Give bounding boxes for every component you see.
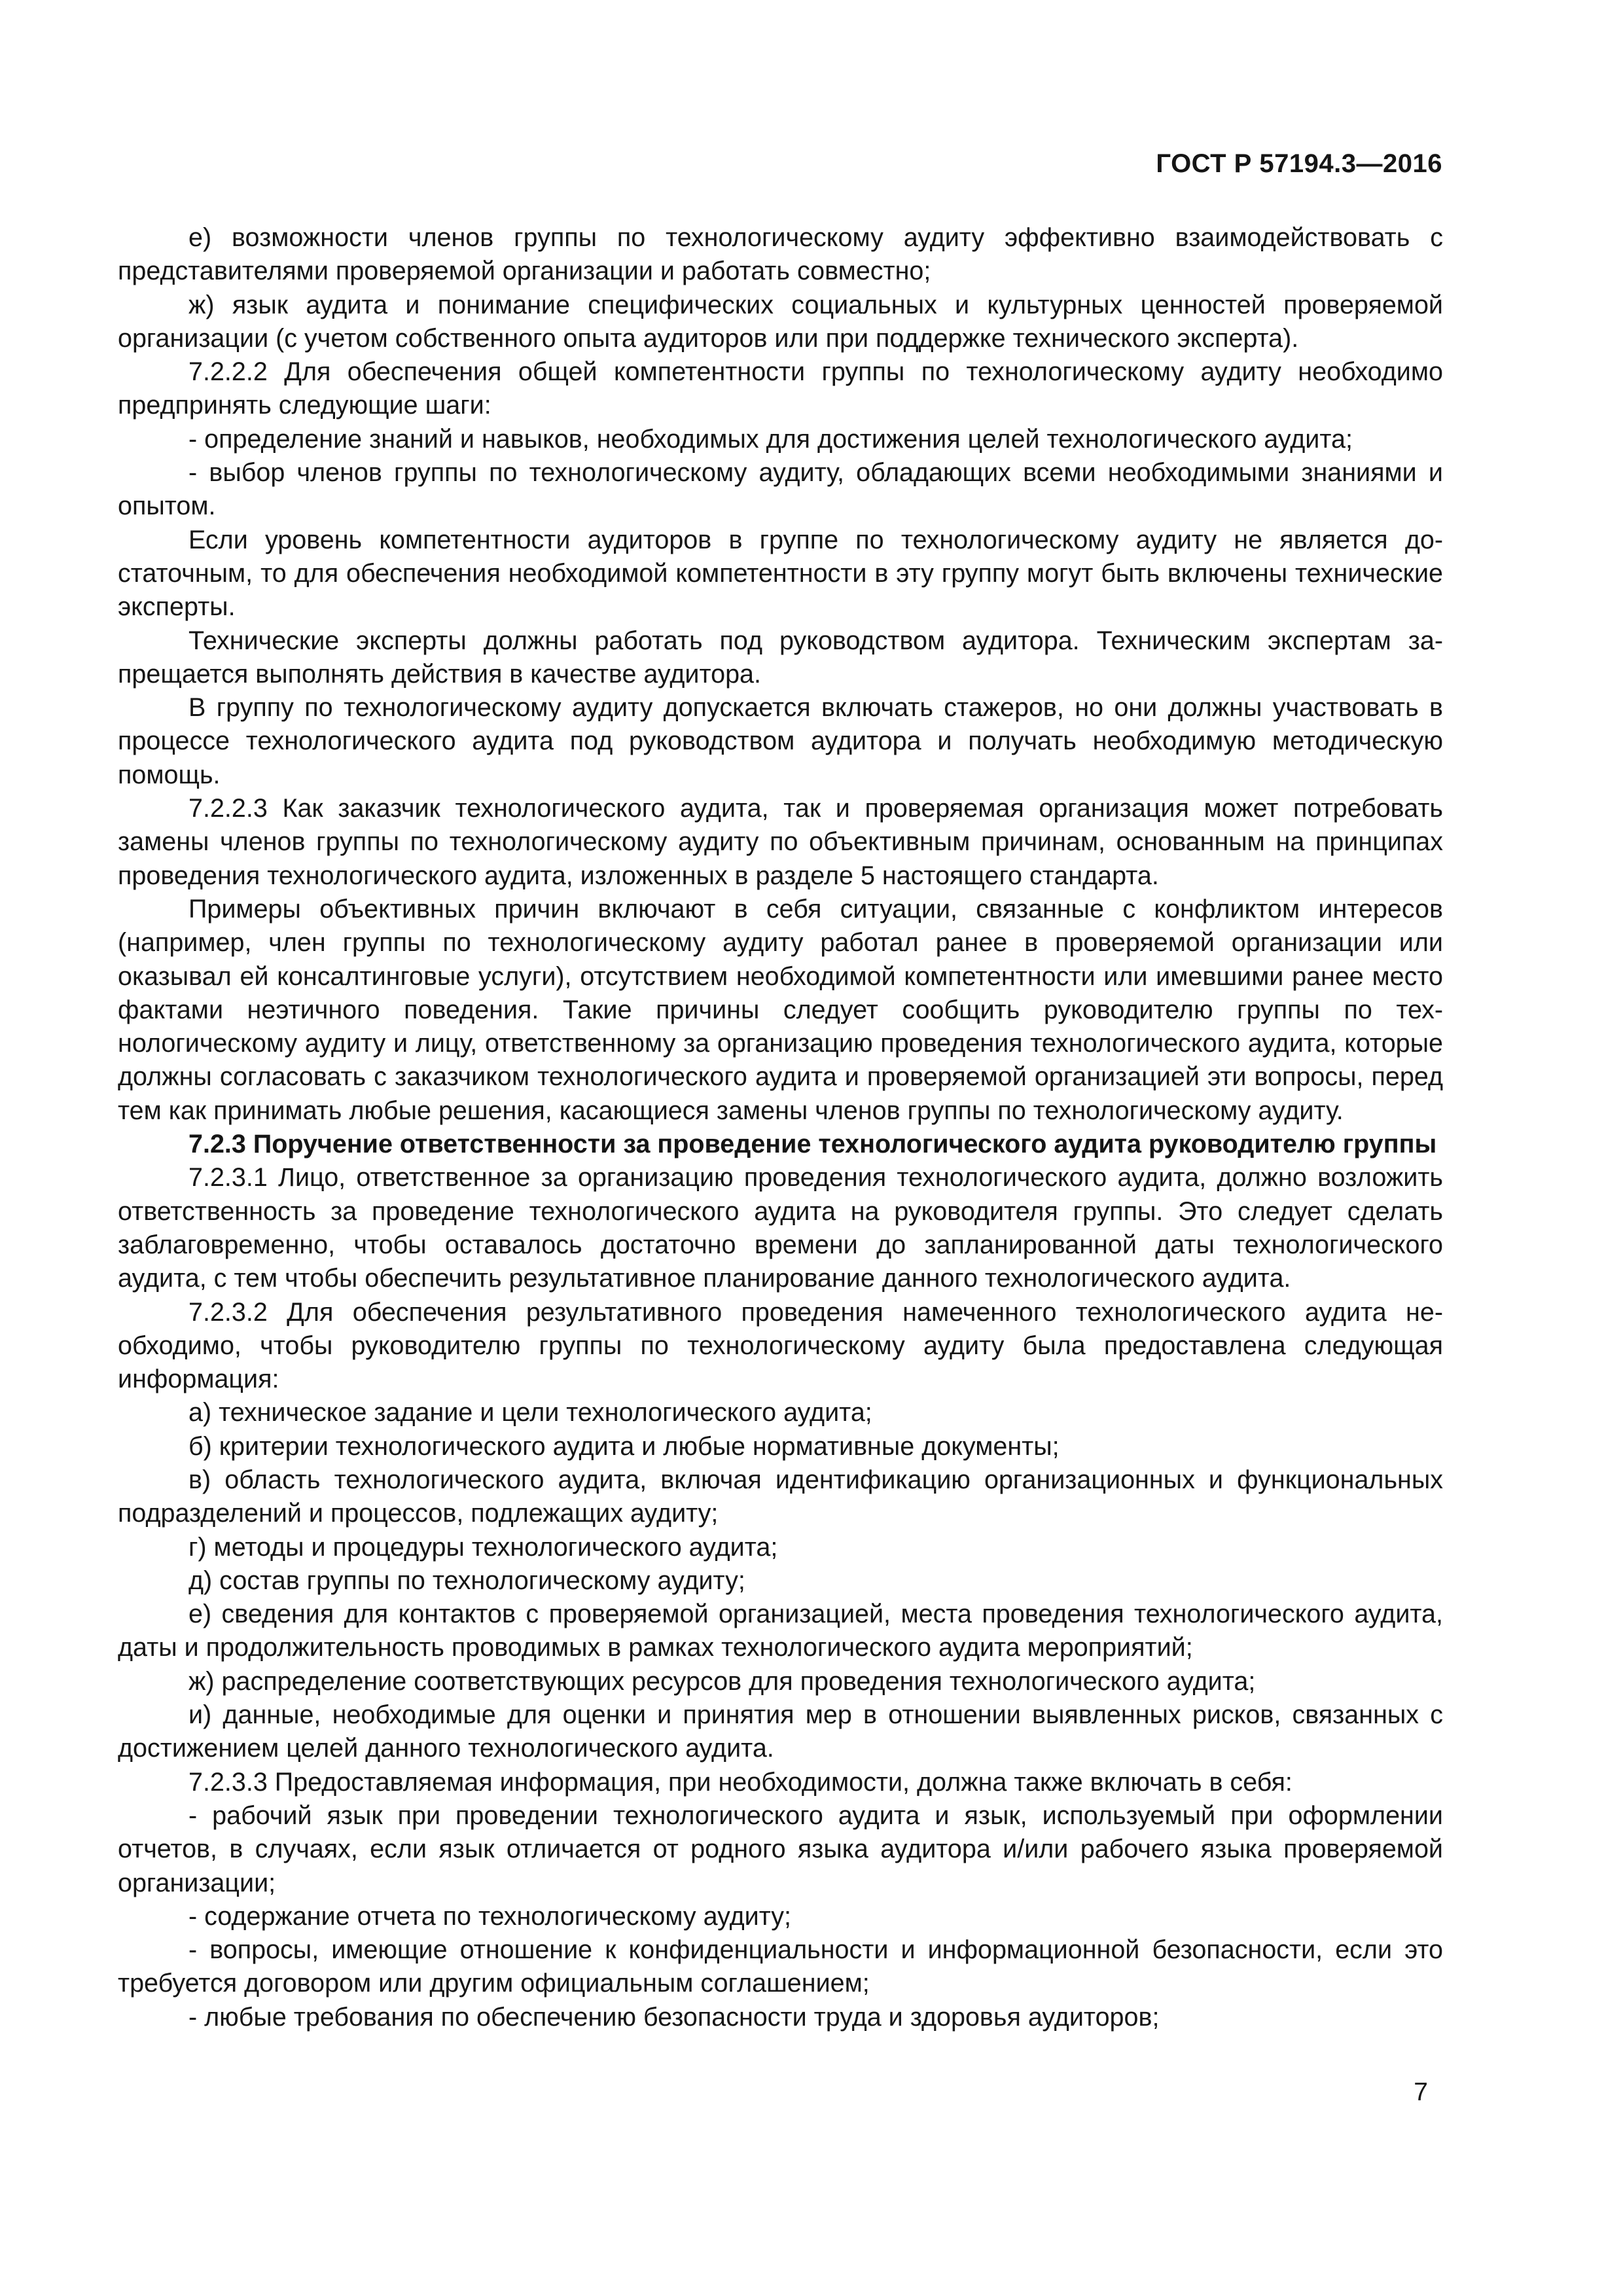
- clause-7-2-3-3: 7.2.3.3 Предоставляемая информация, при необходимости, должна также включать в себя:: [188, 1767, 1293, 1797]
- clause-7-2-2-3: 7.2.2.3 Как заказчик технологического аудита, так и проверяемая организация может потребовать замены членов группы по технологическому аудиту по объективным причинам, основанным на принципах проведения технологического аудита, изложенных в разделе 5 настоящего стандарта.: [118, 794, 1443, 890]
- page-header-standard-code: ГОСТ Р 57194.3—2016: [1156, 149, 1442, 178]
- list-item-zh-language: ж) язык аудита и понимание специфических социальных и культурных ценностей проверяемой организации (с учетом собственного опыта аудиторов или при поддержке технического эксперта).: [118, 290, 1443, 353]
- list-item-v: в) область технологического аудита, включая идентификацию организационных и функциональных подразделений и процессов, подлежащих аудиту;: [118, 1465, 1443, 1528]
- list-item-e-communication: е) возможности членов группы по технологическому аудиту эффективно взаимодействовать с представителями проверяемой организации и работать совместно;: [118, 223, 1443, 286]
- list-item-e-contacts: е) сведения для контактов с проверяемой организацией, места проведения технологического аудита, даты и продолжительность проводимых в рамках технологического аудита мероприятий;: [118, 1600, 1443, 1662]
- bullet-knowledge-definition: - определение знаний и навыков, необходимых для достижения целей технологического аудита;: [188, 424, 1353, 454]
- list-item-d: д) состав группы по технологическому аудиту;: [188, 1566, 745, 1595]
- list-item-zh-resources: ж) распределение соответствующих ресурсов для проведения технологического аудита;: [188, 1666, 1256, 1696]
- bullet-report-content: - содержание отчета по технологическому аудиту;: [188, 1901, 791, 1931]
- bullet-safety: - любые требования по обеспечению безопасности труда и здоровья аудиторов;: [188, 2002, 1160, 2032]
- list-item-a: а) техническое задание и цели технологического аудита;: [188, 1398, 872, 1427]
- paragraph-technical-experts-inclusion: Если уровень компетентности аудиторов в группе по технологическому аудиту не является достаточным, то для обеспечения необходимой компетентности в эту группу могут быть включены технические эксперты.: [118, 525, 1443, 622]
- section-heading-7-2-3: 7.2.3 Поручение ответственности за проведение технологического аудита руководителю группы: [188, 1130, 1437, 1159]
- paragraph-technical-experts-guidance: Технические эксперты должны работать под руководством аудитора. Техническим экспертам запрещается выполнять действия в качестве аудитора.: [118, 626, 1443, 689]
- body-text: [118, 221, 1443, 2034]
- list-item-i: и) данные, необходимые для оценки и принятия мер в отношении выявленных рисков, связанных с достижением целей данного технологического аудита.: [118, 1700, 1443, 1763]
- list-item-g: г) методы и процедуры технологического аудита;: [188, 1532, 778, 1562]
- bullet-confidentiality: - вопросы, имеющие отношение к конфиденциальности и информационной безопасности, если это требуется договором или другим официальным соглашением;: [118, 1935, 1443, 1998]
- clause-7-2-3-2: 7.2.3.2 Для обеспечения результативного проведения намеченного технологического аудита необходимо, чтобы руководителю группы по технологическому аудиту была предоставлена следующая информация:: [118, 1297, 1443, 1394]
- paragraph-objective-reasons: Примеры объективных причин включают в себя ситуации, связанные с конфликтом интересов (например, член группы по технологическому аудиту работал ранее в проверяемой организации или оказывал ей консалтинговые услуги), отсутствием необходимой компетентности или имевшими ранее место фактами неэтичного поведения. Такие причины следует сообщить руководителю группы по технологическому аудиту и лицу, ответственному за организацию проведения технологического аудита, которые должны согласовать с заказчиком технологического аудита и проверяемой организацией эти вопросы, перед тем как принимать любые решения, касающиеся замены членов группы по технологическому аудиту.: [118, 894, 1443, 1125]
- list-item-b: б) критерии технологического аудита и любые нормативные документы;: [188, 1431, 1060, 1461]
- bullet-working-language: - рабочий язык при проведении технологического аудита и язык, используемый при оформлении отчетов, в случаях, если язык отличается от родного языка аудитора и/или рабочего языка проверяемой организации;: [118, 1801, 1443, 1897]
- clause-7-2-3-1: 7.2.3.1 Лицо, ответственное за организацию проведения технологического аудита, должно возложить ответственность за проведение технологического аудита на руководителя группы. Это следует сделать заблаговременно, чтобы оставалось достаточно времени до запланированной даты технологического аудита, с тем чтобы обеспечить результативное планирование данного технологического аудита.: [118, 1163, 1443, 1293]
- paragraph-trainees: В группу по технологическому аудиту допускается включать стажеров, но они должны участвовать в процессе технологического аудита под руководством аудитора и получать необходимую методическую помощь.: [118, 693, 1443, 789]
- bullet-member-selection: - выбор членов группы по технологическому аудиту, обладающих всеми необходимыми знаниями и опытом.: [118, 458, 1443, 521]
- page-number: 7: [1414, 2078, 1428, 2106]
- clause-7-2-2-2: 7.2.2.2 Для обеспечения общей компетентности группы по технологическому аудиту необходимо предпринять следующие шаги:: [118, 357, 1443, 420]
